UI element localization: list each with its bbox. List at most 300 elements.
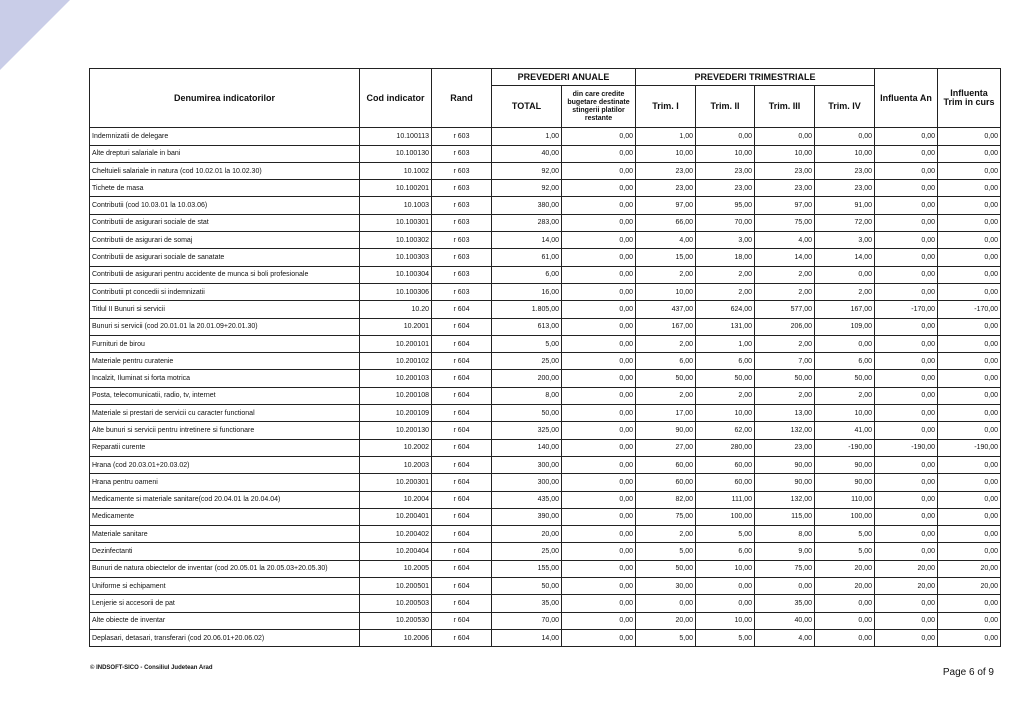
value-trim-2: 5,00	[696, 629, 755, 646]
value-din-care: 0,00	[562, 232, 636, 249]
indicator-name: Materiale pentru curatenie	[90, 353, 360, 370]
value-total: 140,00	[492, 439, 562, 456]
value-trim-4: 50,00	[815, 370, 875, 387]
value-total: 283,00	[492, 214, 562, 231]
indicator-rand: r 604	[432, 578, 492, 595]
value-din-care: 0,00	[562, 335, 636, 352]
table-row	[90, 560, 1001, 577]
indicator-rand: r 604	[432, 474, 492, 491]
value-total: 613,00	[492, 318, 562, 335]
indicator-rand: r 604	[432, 335, 492, 352]
value-total: 1,00	[492, 128, 562, 145]
value-influenta-an: 0,00	[875, 474, 938, 491]
value-trim-4: 14,00	[815, 249, 875, 266]
table-row	[90, 353, 1001, 370]
value-trim-1: 60,00	[636, 456, 696, 473]
value-trim-1: 90,00	[636, 422, 696, 439]
value-trim-2: 3,00	[696, 232, 755, 249]
value-din-care: 0,00	[562, 491, 636, 508]
value-influenta-trim: 0,00	[938, 526, 1001, 543]
value-trim-1: 97,00	[636, 197, 696, 214]
value-din-care: 0,00	[562, 439, 636, 456]
value-influenta-an: 0,00	[875, 266, 938, 283]
value-trim-4: 91,00	[815, 197, 875, 214]
indicator-name: Alte obiecte de inventar	[90, 612, 360, 629]
value-trim-1: 27,00	[636, 439, 696, 456]
value-influenta-trim: 0,00	[938, 145, 1001, 162]
value-din-care: 0,00	[562, 578, 636, 595]
indicator-name: Uniforme si echipament	[90, 578, 360, 595]
value-influenta-an: 0,00	[875, 491, 938, 508]
value-din-care: 0,00	[562, 318, 636, 335]
value-trim-1: 2,00	[636, 266, 696, 283]
value-trim-4: 72,00	[815, 214, 875, 231]
table-row	[90, 595, 1001, 612]
value-trim-1: 66,00	[636, 214, 696, 231]
value-din-care: 0,00	[562, 283, 636, 300]
value-trim-1: 10,00	[636, 283, 696, 300]
value-din-care: 0,00	[562, 543, 636, 560]
value-total: 300,00	[492, 456, 562, 473]
indicator-code: 10.100301	[360, 214, 432, 231]
value-influenta-an: 0,00	[875, 526, 938, 543]
value-trim-3: 2,00	[755, 335, 815, 352]
indicator-code: 10.100113	[360, 128, 432, 145]
value-influenta-trim: 0,00	[938, 543, 1001, 560]
indicator-name: Cheltuieli salariale in natura (cod 10.02.01 la 10.02.30)	[90, 162, 360, 179]
indicator-rand: r 604	[432, 387, 492, 404]
value-trim-3: 132,00	[755, 422, 815, 439]
indicator-code: 10.2002	[360, 439, 432, 456]
value-trim-2: 10,00	[696, 560, 755, 577]
value-influenta-an: 0,00	[875, 353, 938, 370]
value-trim-2: 100,00	[696, 508, 755, 525]
table-row	[90, 474, 1001, 491]
value-trim-3: 4,00	[755, 232, 815, 249]
indicator-code: 10.100201	[360, 180, 432, 197]
value-trim-2: 60,00	[696, 456, 755, 473]
indicator-rand: r 604	[432, 491, 492, 508]
indicator-name: Bunuri de natura obiectelor de inventar (cod 20.05.01 la 20.05.03+20.05.30)	[90, 560, 360, 577]
value-trim-3: 75,00	[755, 560, 815, 577]
value-total: 325,00	[492, 422, 562, 439]
value-trim-4: 3,00	[815, 232, 875, 249]
table-row	[90, 405, 1001, 422]
indicator-name: Indemnizatii de delegare	[90, 128, 360, 145]
header-influenta-trim: Influenta Trim in curs	[938, 69, 1001, 128]
value-total: 35,00	[492, 595, 562, 612]
value-trim-4: -190,00	[815, 439, 875, 456]
value-trim-1: 15,00	[636, 249, 696, 266]
value-total: 20,00	[492, 526, 562, 543]
table-row	[90, 612, 1001, 629]
table-row	[90, 491, 1001, 508]
value-din-care: 0,00	[562, 595, 636, 612]
value-trim-4: 167,00	[815, 301, 875, 318]
value-influenta-trim: 0,00	[938, 491, 1001, 508]
value-influenta-an: 0,00	[875, 405, 938, 422]
value-trim-3: 9,00	[755, 543, 815, 560]
header-rand: Rand	[432, 69, 492, 128]
table-row	[90, 301, 1001, 318]
budget-table	[89, 68, 1001, 647]
indicator-code: 10.100130	[360, 145, 432, 162]
value-total: 1.805,00	[492, 301, 562, 318]
indicator-name: Hrana (cod 20.03.01+20.03.02)	[90, 456, 360, 473]
table-row	[90, 543, 1001, 560]
value-trim-4: 2,00	[815, 283, 875, 300]
indicator-name: Contributii de asigurari sociale de stat	[90, 214, 360, 231]
indicator-rand: r 604	[432, 439, 492, 456]
value-influenta-trim: 0,00	[938, 595, 1001, 612]
page-number: Page 6 of 9	[942, 667, 994, 678]
indicator-name: Medicamente si materiale sanitare(cod 20.04.01 la 20.04.04)	[90, 491, 360, 508]
value-trim-3: 2,00	[755, 283, 815, 300]
value-trim-1: 5,00	[636, 543, 696, 560]
value-trim-4: 10,00	[815, 405, 875, 422]
value-din-care: 0,00	[562, 370, 636, 387]
value-trim-3: 2,00	[755, 387, 815, 404]
value-trim-2: 0,00	[696, 595, 755, 612]
indicator-code: 10.2001	[360, 318, 432, 335]
indicator-name: Lenjerie si accesorii de pat	[90, 595, 360, 612]
value-din-care: 0,00	[562, 301, 636, 318]
indicator-rand: r 604	[432, 318, 492, 335]
value-influenta-an: 0,00	[875, 370, 938, 387]
table-row	[90, 145, 1001, 162]
value-trim-4: 110,00	[815, 491, 875, 508]
value-influenta-trim: 0,00	[938, 387, 1001, 404]
value-total: 14,00	[492, 629, 562, 646]
value-trim-3: 206,00	[755, 318, 815, 335]
value-trim-1: 2,00	[636, 335, 696, 352]
value-trim-2: 1,00	[696, 335, 755, 352]
value-total: 61,00	[492, 249, 562, 266]
indicator-name: Contributii (cod 10.03.01 la 10.03.06)	[90, 197, 360, 214]
value-trim-2: 2,00	[696, 283, 755, 300]
value-trim-1: 60,00	[636, 474, 696, 491]
value-influenta-an: 0,00	[875, 508, 938, 525]
table-row	[90, 335, 1001, 352]
table-row	[90, 370, 1001, 387]
header-cod-indicator: Cod indicator	[360, 69, 432, 128]
value-total: 40,00	[492, 145, 562, 162]
value-trim-4: 5,00	[815, 543, 875, 560]
indicator-code: 10.100306	[360, 283, 432, 300]
header-influenta-an: Influenta An	[875, 69, 938, 128]
value-trim-1: 437,00	[636, 301, 696, 318]
value-total: 5,00	[492, 335, 562, 352]
value-influenta-an: -170,00	[875, 301, 938, 318]
indicator-rand: r 603	[432, 266, 492, 283]
value-total: 390,00	[492, 508, 562, 525]
value-trim-3: 2,00	[755, 266, 815, 283]
value-trim-1: 82,00	[636, 491, 696, 508]
value-trim-4: 5,00	[815, 526, 875, 543]
table-row	[90, 578, 1001, 595]
table-row	[90, 387, 1001, 404]
value-trim-1: 20,00	[636, 612, 696, 629]
value-influenta-an: 0,00	[875, 387, 938, 404]
indicator-name: Titlul II Bunuri si servicii	[90, 301, 360, 318]
value-trim-2: 0,00	[696, 128, 755, 145]
value-influenta-an: 0,00	[875, 145, 938, 162]
value-trim-3: 0,00	[755, 128, 815, 145]
value-influenta-an: 0,00	[875, 612, 938, 629]
indicator-rand: r 603	[432, 249, 492, 266]
value-total: 70,00	[492, 612, 562, 629]
value-influenta-trim: -170,00	[938, 301, 1001, 318]
table-row	[90, 180, 1001, 197]
value-influenta-trim: 0,00	[938, 353, 1001, 370]
value-trim-4: 0,00	[815, 266, 875, 283]
value-influenta-trim: 0,00	[938, 162, 1001, 179]
value-trim-2: 6,00	[696, 353, 755, 370]
value-trim-3: 132,00	[755, 491, 815, 508]
indicator-code: 10.2005	[360, 560, 432, 577]
value-trim-1: 1,00	[636, 128, 696, 145]
value-trim-4: 20,00	[815, 560, 875, 577]
value-trim-3: 50,00	[755, 370, 815, 387]
indicator-rand: r 604	[432, 560, 492, 577]
value-din-care: 0,00	[562, 249, 636, 266]
table-row	[90, 214, 1001, 231]
value-influenta-an: 0,00	[875, 318, 938, 335]
indicator-rand: r 604	[432, 595, 492, 612]
value-influenta-trim: 0,00	[938, 629, 1001, 646]
value-din-care: 0,00	[562, 629, 636, 646]
value-influenta-an: 0,00	[875, 543, 938, 560]
value-trim-4: 0,00	[815, 595, 875, 612]
value-total: 6,00	[492, 266, 562, 283]
indicator-code: 10.200109	[360, 405, 432, 422]
indicator-name: Tichete de masa	[90, 180, 360, 197]
indicator-rand: r 604	[432, 370, 492, 387]
value-trim-2: 0,00	[696, 578, 755, 595]
indicator-code: 10.200503	[360, 595, 432, 612]
value-trim-4: 2,00	[815, 387, 875, 404]
value-din-care: 0,00	[562, 474, 636, 491]
value-total: 380,00	[492, 197, 562, 214]
value-trim-3: 13,00	[755, 405, 815, 422]
value-trim-4: 90,00	[815, 456, 875, 473]
table-row	[90, 232, 1001, 249]
indicator-name: Alte bunuri si servicii pentru intretinere si functionare	[90, 422, 360, 439]
value-din-care: 0,00	[562, 508, 636, 525]
indicator-rand: r 604	[432, 353, 492, 370]
indicator-rand: r 604	[432, 543, 492, 560]
indicator-code: 10.200101	[360, 335, 432, 352]
value-trim-2: 18,00	[696, 249, 755, 266]
value-trim-1: 0,00	[636, 595, 696, 612]
value-trim-2: 10,00	[696, 405, 755, 422]
indicator-code: 10.100303	[360, 249, 432, 266]
value-trim-4: 10,00	[815, 145, 875, 162]
value-trim-3: 35,00	[755, 595, 815, 612]
indicator-rand: r 603	[432, 214, 492, 231]
indicator-name: Contributii de asigurari pentru accidente de munca si boli profesionale	[90, 266, 360, 283]
value-trim-4: 23,00	[815, 180, 875, 197]
indicator-code: 10.1002	[360, 162, 432, 179]
indicator-rand: r 603	[432, 283, 492, 300]
value-trim-3: 0,00	[755, 578, 815, 595]
value-trim-3: 14,00	[755, 249, 815, 266]
value-influenta-trim: -190,00	[938, 439, 1001, 456]
indicator-rand: r 604	[432, 301, 492, 318]
value-din-care: 0,00	[562, 145, 636, 162]
header-trim-3: Trim. III	[755, 86, 815, 128]
value-total: 8,00	[492, 387, 562, 404]
value-din-care: 0,00	[562, 560, 636, 577]
indicator-rand: r 603	[432, 128, 492, 145]
indicator-name: Incalzit, Iluminat si forta motrica	[90, 370, 360, 387]
value-trim-1: 2,00	[636, 387, 696, 404]
value-total: 92,00	[492, 162, 562, 179]
indicator-code: 10.100304	[360, 266, 432, 283]
value-trim-2: 280,00	[696, 439, 755, 456]
value-trim-1: 30,00	[636, 578, 696, 595]
value-influenta-an: 20,00	[875, 560, 938, 577]
indicator-code: 10.200404	[360, 543, 432, 560]
value-influenta-trim: 0,00	[938, 283, 1001, 300]
value-total: 16,00	[492, 283, 562, 300]
value-total: 50,00	[492, 405, 562, 422]
value-din-care: 0,00	[562, 422, 636, 439]
value-din-care: 0,00	[562, 128, 636, 145]
value-influenta-an: 20,00	[875, 578, 938, 595]
value-trim-4: 20,00	[815, 578, 875, 595]
value-influenta-trim: 0,00	[938, 318, 1001, 335]
value-total: 435,00	[492, 491, 562, 508]
value-trim-1: 23,00	[636, 162, 696, 179]
value-trim-3: 4,00	[755, 629, 815, 646]
indicator-code: 10.200501	[360, 578, 432, 595]
value-influenta-an: 0,00	[875, 595, 938, 612]
value-trim-4: 23,00	[815, 162, 875, 179]
indicator-code: 10.1003	[360, 197, 432, 214]
value-total: 300,00	[492, 474, 562, 491]
value-influenta-trim: 20,00	[938, 560, 1001, 577]
value-din-care: 0,00	[562, 612, 636, 629]
value-total: 200,00	[492, 370, 562, 387]
value-din-care: 0,00	[562, 387, 636, 404]
value-trim-1: 167,00	[636, 318, 696, 335]
value-influenta-an: 0,00	[875, 232, 938, 249]
value-trim-1: 50,00	[636, 560, 696, 577]
value-trim-3: 577,00	[755, 301, 815, 318]
indicator-rand: r 604	[432, 422, 492, 439]
table-row	[90, 629, 1001, 646]
value-influenta-trim: 0,00	[938, 370, 1001, 387]
value-trim-1: 17,00	[636, 405, 696, 422]
indicator-code: 10.2003	[360, 456, 432, 473]
value-din-care: 0,00	[562, 162, 636, 179]
value-trim-2: 131,00	[696, 318, 755, 335]
value-influenta-an: -190,00	[875, 439, 938, 456]
value-influenta-an: 0,00	[875, 197, 938, 214]
value-trim-3: 90,00	[755, 456, 815, 473]
table-row	[90, 318, 1001, 335]
value-influenta-an: 0,00	[875, 214, 938, 231]
value-trim-3: 23,00	[755, 439, 815, 456]
value-trim-4: 109,00	[815, 318, 875, 335]
value-trim-1: 6,00	[636, 353, 696, 370]
header-prevederi-trimestriale: PREVEDERI TRIMESTRIALE	[636, 69, 875, 86]
value-influenta-trim: 0,00	[938, 180, 1001, 197]
value-influenta-an: 0,00	[875, 249, 938, 266]
indicator-code: 10.200102	[360, 353, 432, 370]
table-row	[90, 283, 1001, 300]
value-trim-1: 5,00	[636, 629, 696, 646]
value-influenta-an: 0,00	[875, 162, 938, 179]
indicator-rand: r 604	[432, 526, 492, 543]
value-influenta-trim: 0,00	[938, 474, 1001, 491]
value-trim-3: 8,00	[755, 526, 815, 543]
value-trim-2: 2,00	[696, 266, 755, 283]
indicator-code: 10.20	[360, 301, 432, 318]
value-trim-2: 10,00	[696, 612, 755, 629]
value-trim-2: 95,00	[696, 197, 755, 214]
value-trim-2: 5,00	[696, 526, 755, 543]
table-row	[90, 439, 1001, 456]
value-influenta-an: 0,00	[875, 180, 938, 197]
indicator-code: 10.200108	[360, 387, 432, 404]
footer-copyright: © INDSOFT-SICO - Consiliul Judetean Arad	[90, 665, 213, 671]
header-denumirea: Denumirea indicatorilor	[90, 69, 360, 128]
value-influenta-an: 0,00	[875, 629, 938, 646]
indicator-name: Materiale si prestari de servicii cu caracter functional	[90, 405, 360, 422]
value-trim-3: 97,00	[755, 197, 815, 214]
value-influenta-trim: 0,00	[938, 249, 1001, 266]
value-trim-3: 23,00	[755, 180, 815, 197]
page-corner-fold	[0, 0, 70, 70]
value-trim-4: 0,00	[815, 128, 875, 145]
indicator-code: 10.2006	[360, 629, 432, 646]
value-trim-3: 90,00	[755, 474, 815, 491]
table-row	[90, 526, 1001, 543]
indicator-rand: r 603	[432, 162, 492, 179]
value-trim-1: 2,00	[636, 526, 696, 543]
value-trim-1: 10,00	[636, 145, 696, 162]
header-trim-4: Trim. IV	[815, 86, 875, 128]
indicator-name: Posta, telecomunicatii, radio, tv, internet	[90, 387, 360, 404]
value-trim-4: 90,00	[815, 474, 875, 491]
value-total: 50,00	[492, 578, 562, 595]
indicator-name: Contributii de asigurari de somaj	[90, 232, 360, 249]
table-row	[90, 422, 1001, 439]
indicator-rand: r 604	[432, 612, 492, 629]
indicator-rand: r 604	[432, 629, 492, 646]
indicator-rand: r 603	[432, 197, 492, 214]
value-trim-2: 624,00	[696, 301, 755, 318]
indicator-name: Contributii pt concedii si indemnizatii	[90, 283, 360, 300]
value-influenta-trim: 0,00	[938, 232, 1001, 249]
value-din-care: 0,00	[562, 214, 636, 231]
indicator-code: 10.200402	[360, 526, 432, 543]
value-influenta-trim: 0,00	[938, 197, 1001, 214]
indicator-code: 10.200401	[360, 508, 432, 525]
value-trim-4: 0,00	[815, 612, 875, 629]
value-influenta-trim: 0,00	[938, 405, 1001, 422]
value-influenta-trim: 0,00	[938, 266, 1001, 283]
indicator-name: Dezinfectanti	[90, 543, 360, 560]
indicator-rand: r 604	[432, 508, 492, 525]
value-total: 14,00	[492, 232, 562, 249]
value-din-care: 0,00	[562, 456, 636, 473]
indicator-name: Reparatii curente	[90, 439, 360, 456]
table-row	[90, 249, 1001, 266]
indicator-rand: r 603	[432, 180, 492, 197]
